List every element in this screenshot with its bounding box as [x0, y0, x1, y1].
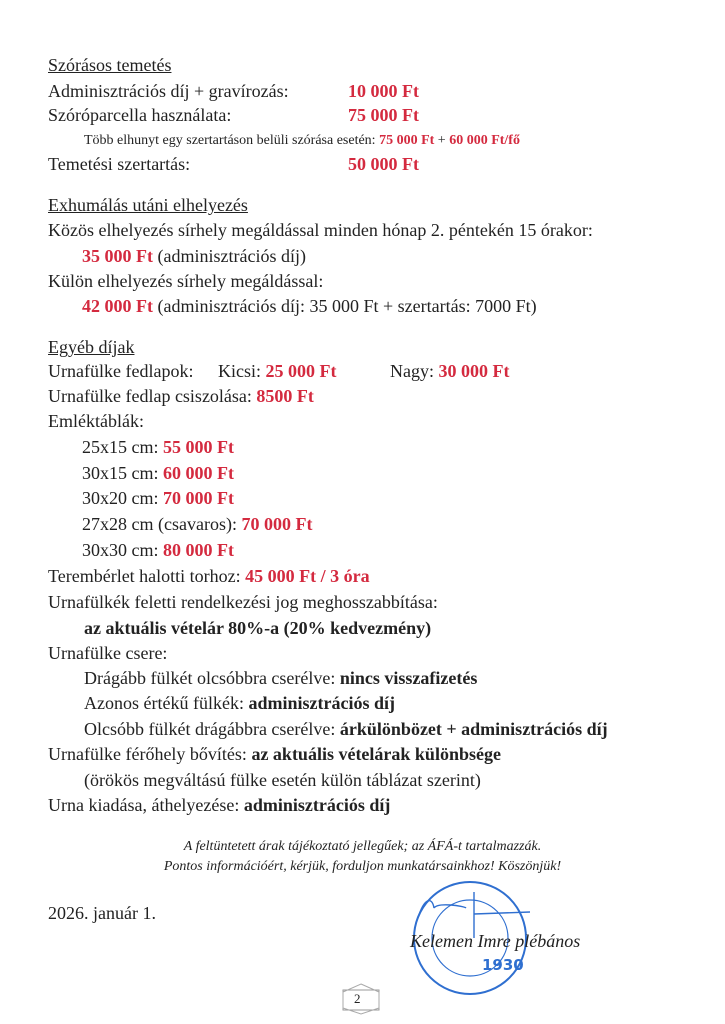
- note-label: Több elhunyt egy szertartáson belüli szórása esetén:: [84, 133, 376, 148]
- note-price: 75 000 Ft: [379, 133, 435, 148]
- row-value: árkülönbözet + adminisztrációs díj: [339, 719, 608, 739]
- plaque-row: [82, 462, 234, 484]
- price-value: 70 000 Ft: [241, 514, 313, 534]
- price-value: 10 000 Ft: [348, 81, 419, 101]
- swap-row: [84, 718, 608, 740]
- covers-label: Urnafülke fedlapok:: [48, 361, 194, 381]
- signatory-name: Kelemen Imre plébános: [410, 931, 581, 951]
- price-value: 70 000 Ft: [163, 488, 234, 508]
- plaques-label: Emléktáblák:: [48, 411, 144, 431]
- page-number: 2: [354, 991, 361, 1006]
- swap-label: Urnafülke csere:: [48, 643, 168, 663]
- multi-scatter-note: [84, 130, 520, 152]
- price-row: [48, 153, 190, 175]
- plaque-size: 30x15 cm:: [82, 463, 163, 483]
- price-value: 42 000 Ft: [82, 296, 153, 316]
- price-row: [48, 80, 289, 102]
- plaque-row: [82, 513, 312, 535]
- price-value: 75 000 Ft: [348, 105, 419, 125]
- price-value: 50 000 Ft: [348, 154, 419, 174]
- document-date: 2026. január 1.: [48, 903, 156, 923]
- plus-sign: +: [434, 133, 450, 148]
- row-label: Drágább fülkét olcsóbbra cserélve:: [84, 668, 340, 688]
- plaque-size: 25x15 cm:: [82, 437, 163, 457]
- row-value: adminisztrációs díj: [248, 693, 395, 713]
- price-value: 80 000 Ft: [163, 540, 234, 560]
- price-value: 8500 Ft: [256, 386, 314, 406]
- extension-label: Urnafülkék feletti rendelkezési jog meghosszabbítása:: [48, 592, 438, 612]
- section-heading-scattering: Szórásos temetés: [48, 55, 172, 75]
- large-cover-row: [390, 360, 510, 382]
- row-label: Terembérlet halotti torhoz:: [48, 566, 246, 586]
- plaque-size: 30x30 cm:: [82, 540, 163, 560]
- swap-row: [84, 692, 395, 714]
- price-value: 35 000 Ft: [82, 246, 153, 266]
- hall-rental-row: [48, 565, 370, 587]
- row-label: Urnafülke fedlap csiszolása:: [48, 386, 257, 406]
- small-cover-row: [218, 360, 337, 382]
- footer-note-vat: A feltüntetett árak tájékoztató jellegűek; az ÁFÁ-t tartalmazzák.: [183, 839, 542, 854]
- row-label: Urna kiadása, áthelyezése:: [48, 795, 244, 815]
- row-label: Adminisztrációs díj + gravírozás:: [48, 81, 289, 101]
- plaque-row: [82, 539, 234, 561]
- swap-row: [84, 667, 477, 689]
- row-label: Temetési szertartás:: [48, 154, 191, 174]
- row-label: Nagy:: [390, 361, 439, 381]
- row-value: adminisztrációs díj: [243, 795, 391, 815]
- plaque-size: 27x28 cm (csavaros):: [82, 514, 242, 534]
- price-row: [48, 104, 231, 126]
- section-heading-exhumation: Exhumálás utáni elhelyezés: [48, 195, 248, 215]
- plaque-size: 30x20 cm:: [82, 488, 163, 508]
- price-value: 25 000 Ft: [265, 361, 337, 381]
- extension-value: az aktuális vételár 80%-a (20% kedvezmény): [84, 618, 432, 638]
- separate-placement-price-row: [82, 295, 537, 317]
- polish-row: [48, 385, 314, 407]
- price-note: (adminisztrációs díj: 35 000 Ft + szertartás: 7000 Ft): [153, 296, 537, 316]
- plaque-row: [82, 487, 234, 509]
- row-label: Kicsi:: [218, 361, 266, 381]
- price-value: 45 000 Ft / 3 óra: [245, 566, 370, 586]
- price-value: 60 000 Ft: [163, 463, 234, 483]
- release-row: [48, 794, 390, 816]
- row-label: Azonos értékű fülkék:: [84, 693, 249, 713]
- price-note: (adminisztrációs díj): [153, 246, 306, 266]
- price-value: 55 000 Ft: [163, 437, 234, 457]
- common-placement-price-row: [82, 245, 306, 267]
- footer-note-contact: Pontos információért, kérjük, forduljon munkatársainkhoz! Köszönjük!: [163, 859, 562, 874]
- page-number-ornament-icon: [337, 983, 385, 1015]
- separate-placement-label: Külön elhelyezés sírhely megáldással:: [48, 271, 324, 291]
- row-value: az aktuális vételárak különbsége: [251, 744, 501, 764]
- section-heading-other: Egyéb díjak: [48, 337, 135, 357]
- expand-row: [48, 743, 501, 765]
- row-value: nincs visszafizetés: [339, 668, 478, 688]
- row-label: Urnafülke férőhely bővítés:: [48, 744, 252, 764]
- row-label: Olcsóbb fülkét drágábbra cserélve:: [84, 719, 340, 739]
- stamp-year: 1930: [482, 956, 524, 974]
- plaque-row: [82, 436, 234, 458]
- note-price-per-person: 60 000 Ft/fő: [449, 133, 520, 148]
- common-placement-label: Közös elhelyezés sírhely megáldással minden hónap 2. péntekén 15 órakor:: [48, 220, 593, 240]
- price-value: 30 000 Ft: [438, 361, 510, 381]
- row-label: Szóróparcella használata:: [48, 105, 232, 125]
- expand-note: (örökös megváltású fülke esetén külön táblázat szerint): [84, 770, 481, 790]
